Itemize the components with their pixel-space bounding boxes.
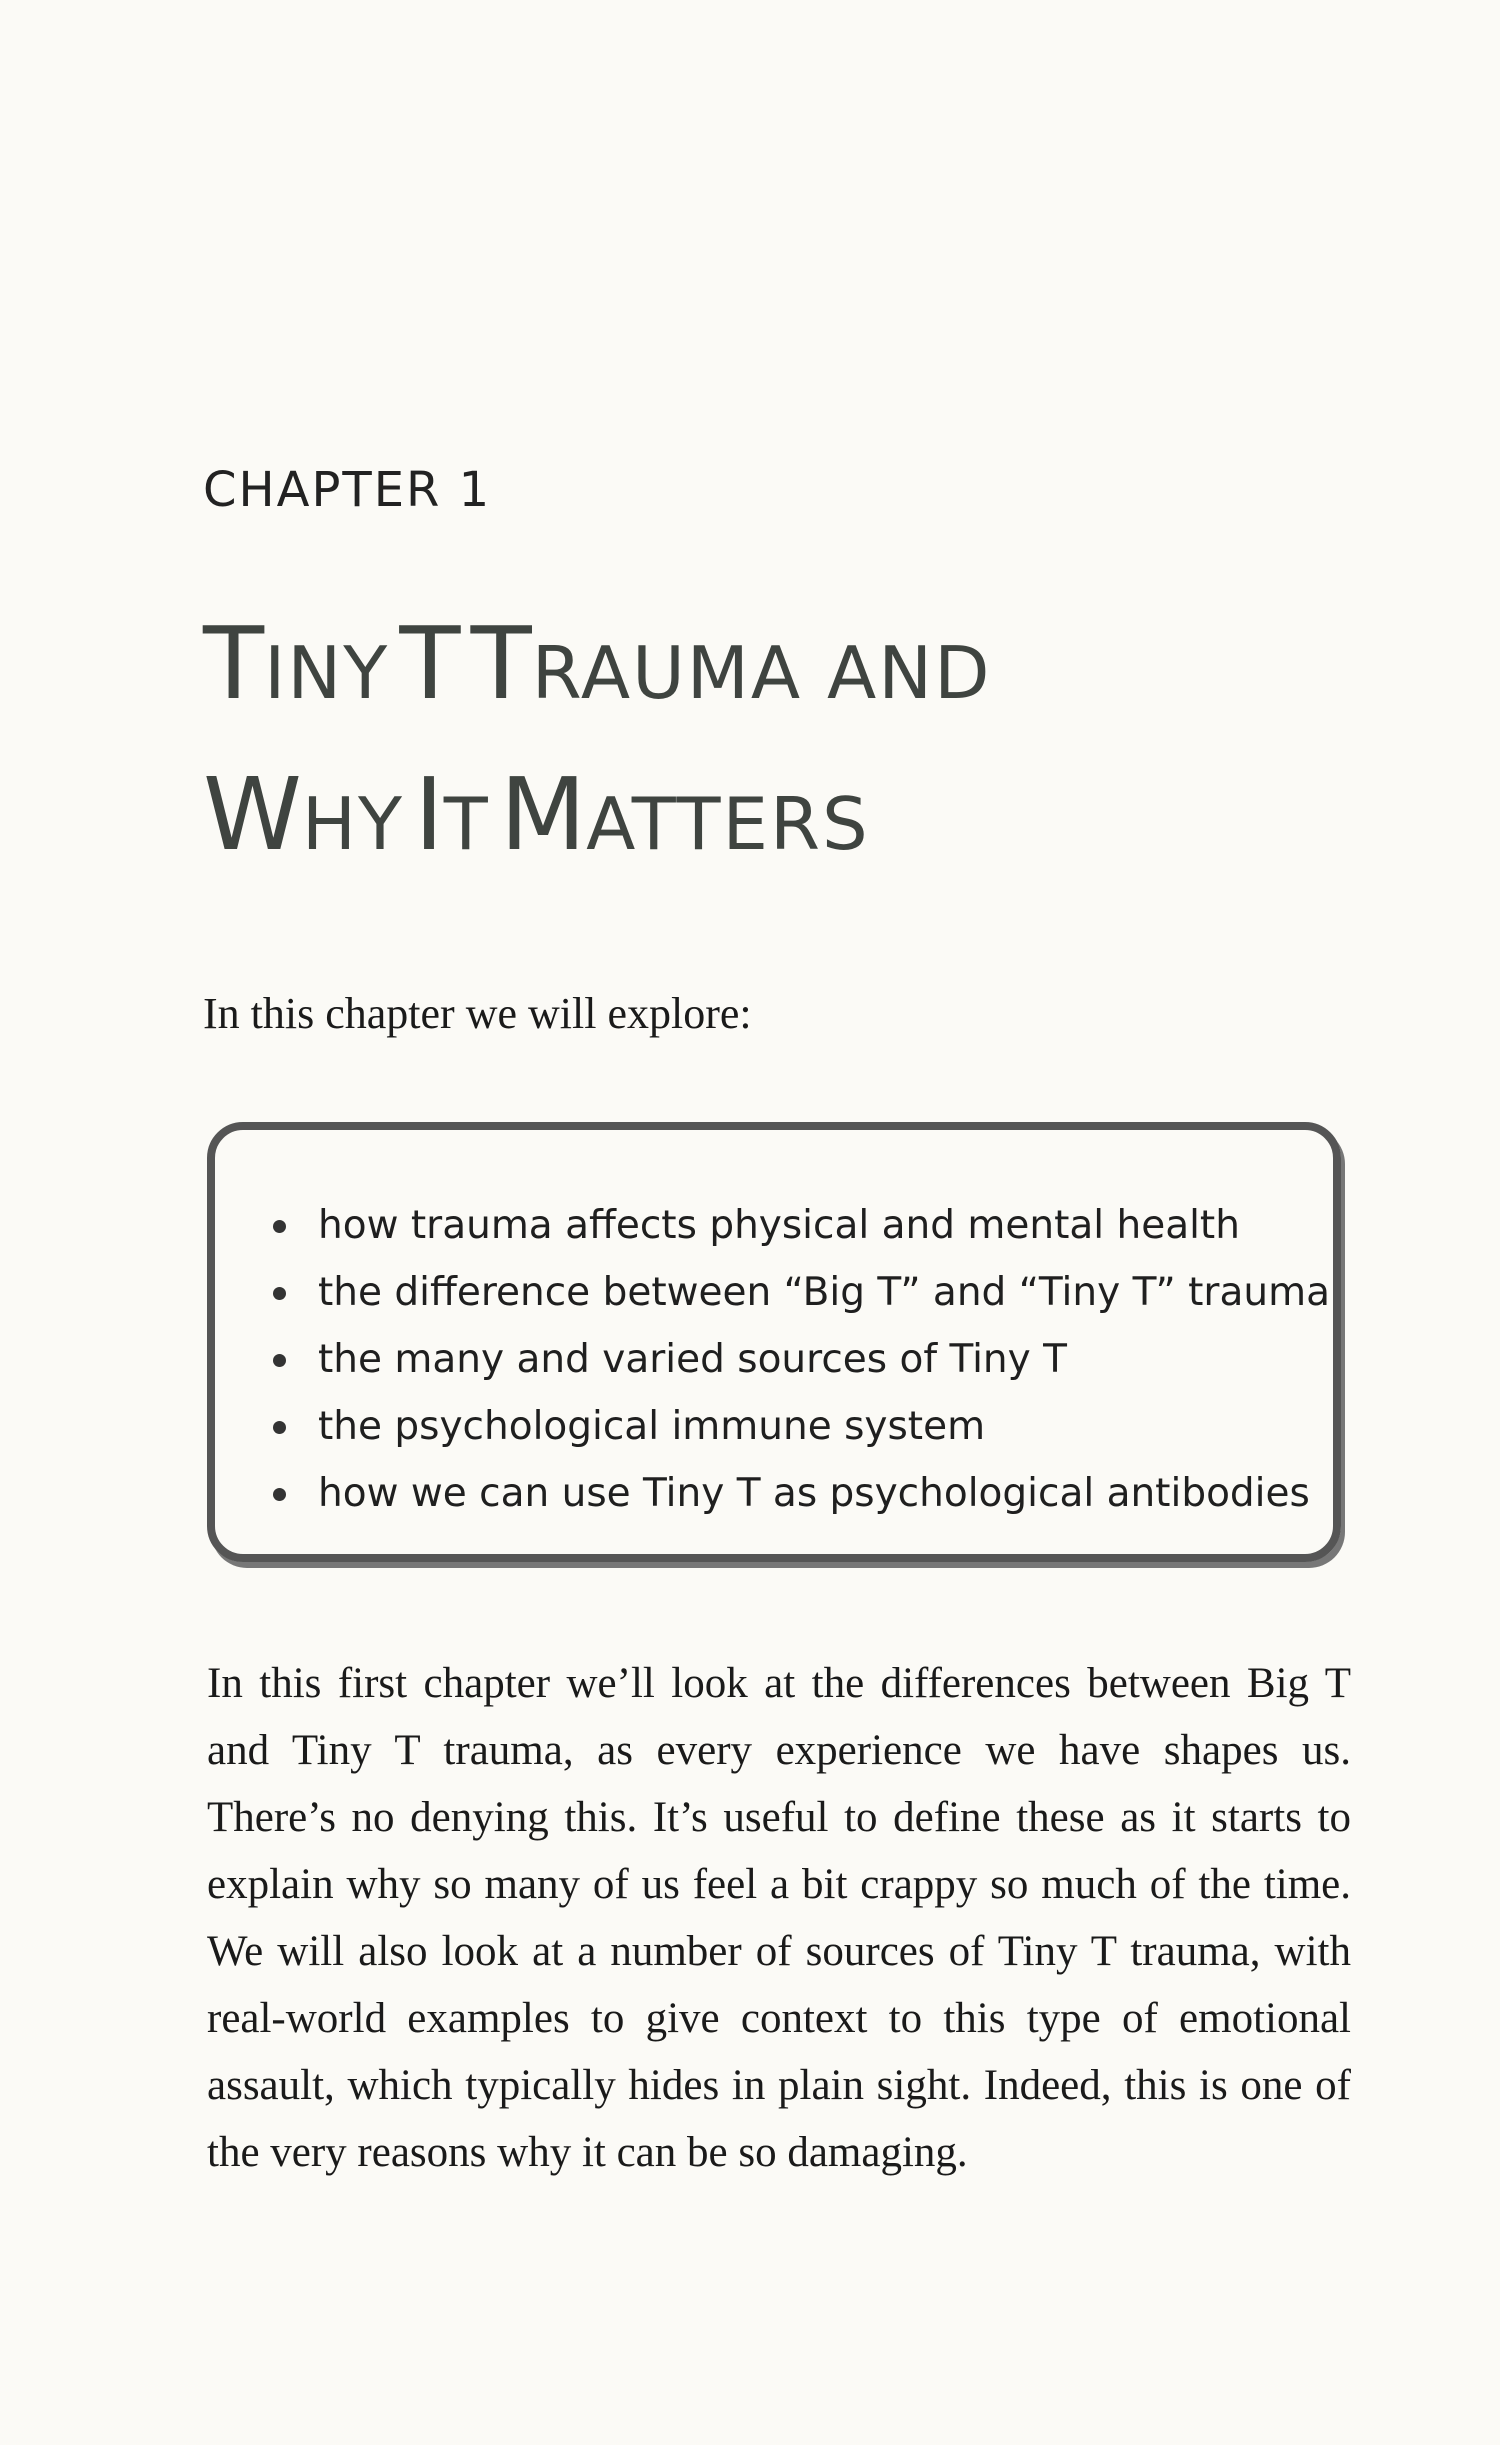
- bullet-icon: [273, 1488, 286, 1501]
- list-item: how trauma affects physical and mental health: [263, 1192, 1313, 1259]
- bullet-icon: [273, 1354, 286, 1367]
- title-line-1: [203, 600, 1353, 751]
- explore-box: [207, 1122, 1341, 1562]
- title-word: WHY: [203, 756, 405, 873]
- chapter-label: CHAPTER 1: [203, 462, 492, 518]
- intro-text: In this chapter we will explore:: [203, 989, 752, 1038]
- title-word: TRAUMA AND: [470, 605, 992, 722]
- title-word: TINY: [203, 605, 390, 722]
- title-word: IT: [414, 756, 490, 873]
- bullet-icon: [273, 1287, 286, 1300]
- title-line-2: [203, 751, 1353, 902]
- title-word: T: [399, 605, 461, 722]
- list-item: the psychological immune system: [263, 1393, 1313, 1460]
- explore-list: [263, 1192, 1330, 1527]
- title-word: MATTERS: [499, 756, 870, 873]
- list-item: how we can use Tiny T as psychological antibodies: [263, 1460, 1313, 1527]
- list-item: the many and varied sources of Tiny T: [263, 1326, 1313, 1393]
- body-paragraph: In this first chapter we’ll look at the differences between Big T and Tiny T trauma, as every experience we have shapes us. There’s no denying this. It’s useful to define these as it starts to explain why so many of us feel a bit crappy so much of the time. We will also look at a number of sources of Tiny T trauma, with real-world examples to give context to this type of emotional assault, which typically hides in plain sight. Indeed, this is one of the very reasons why it can be so damaging.: [207, 1660, 1351, 2176]
- bullet-icon: [273, 1421, 286, 1434]
- chapter-title: [203, 600, 1353, 902]
- list-item: the difference between “Big T” and “Tiny T” trauma: [263, 1259, 1313, 1326]
- bullet-icon: [273, 1220, 286, 1233]
